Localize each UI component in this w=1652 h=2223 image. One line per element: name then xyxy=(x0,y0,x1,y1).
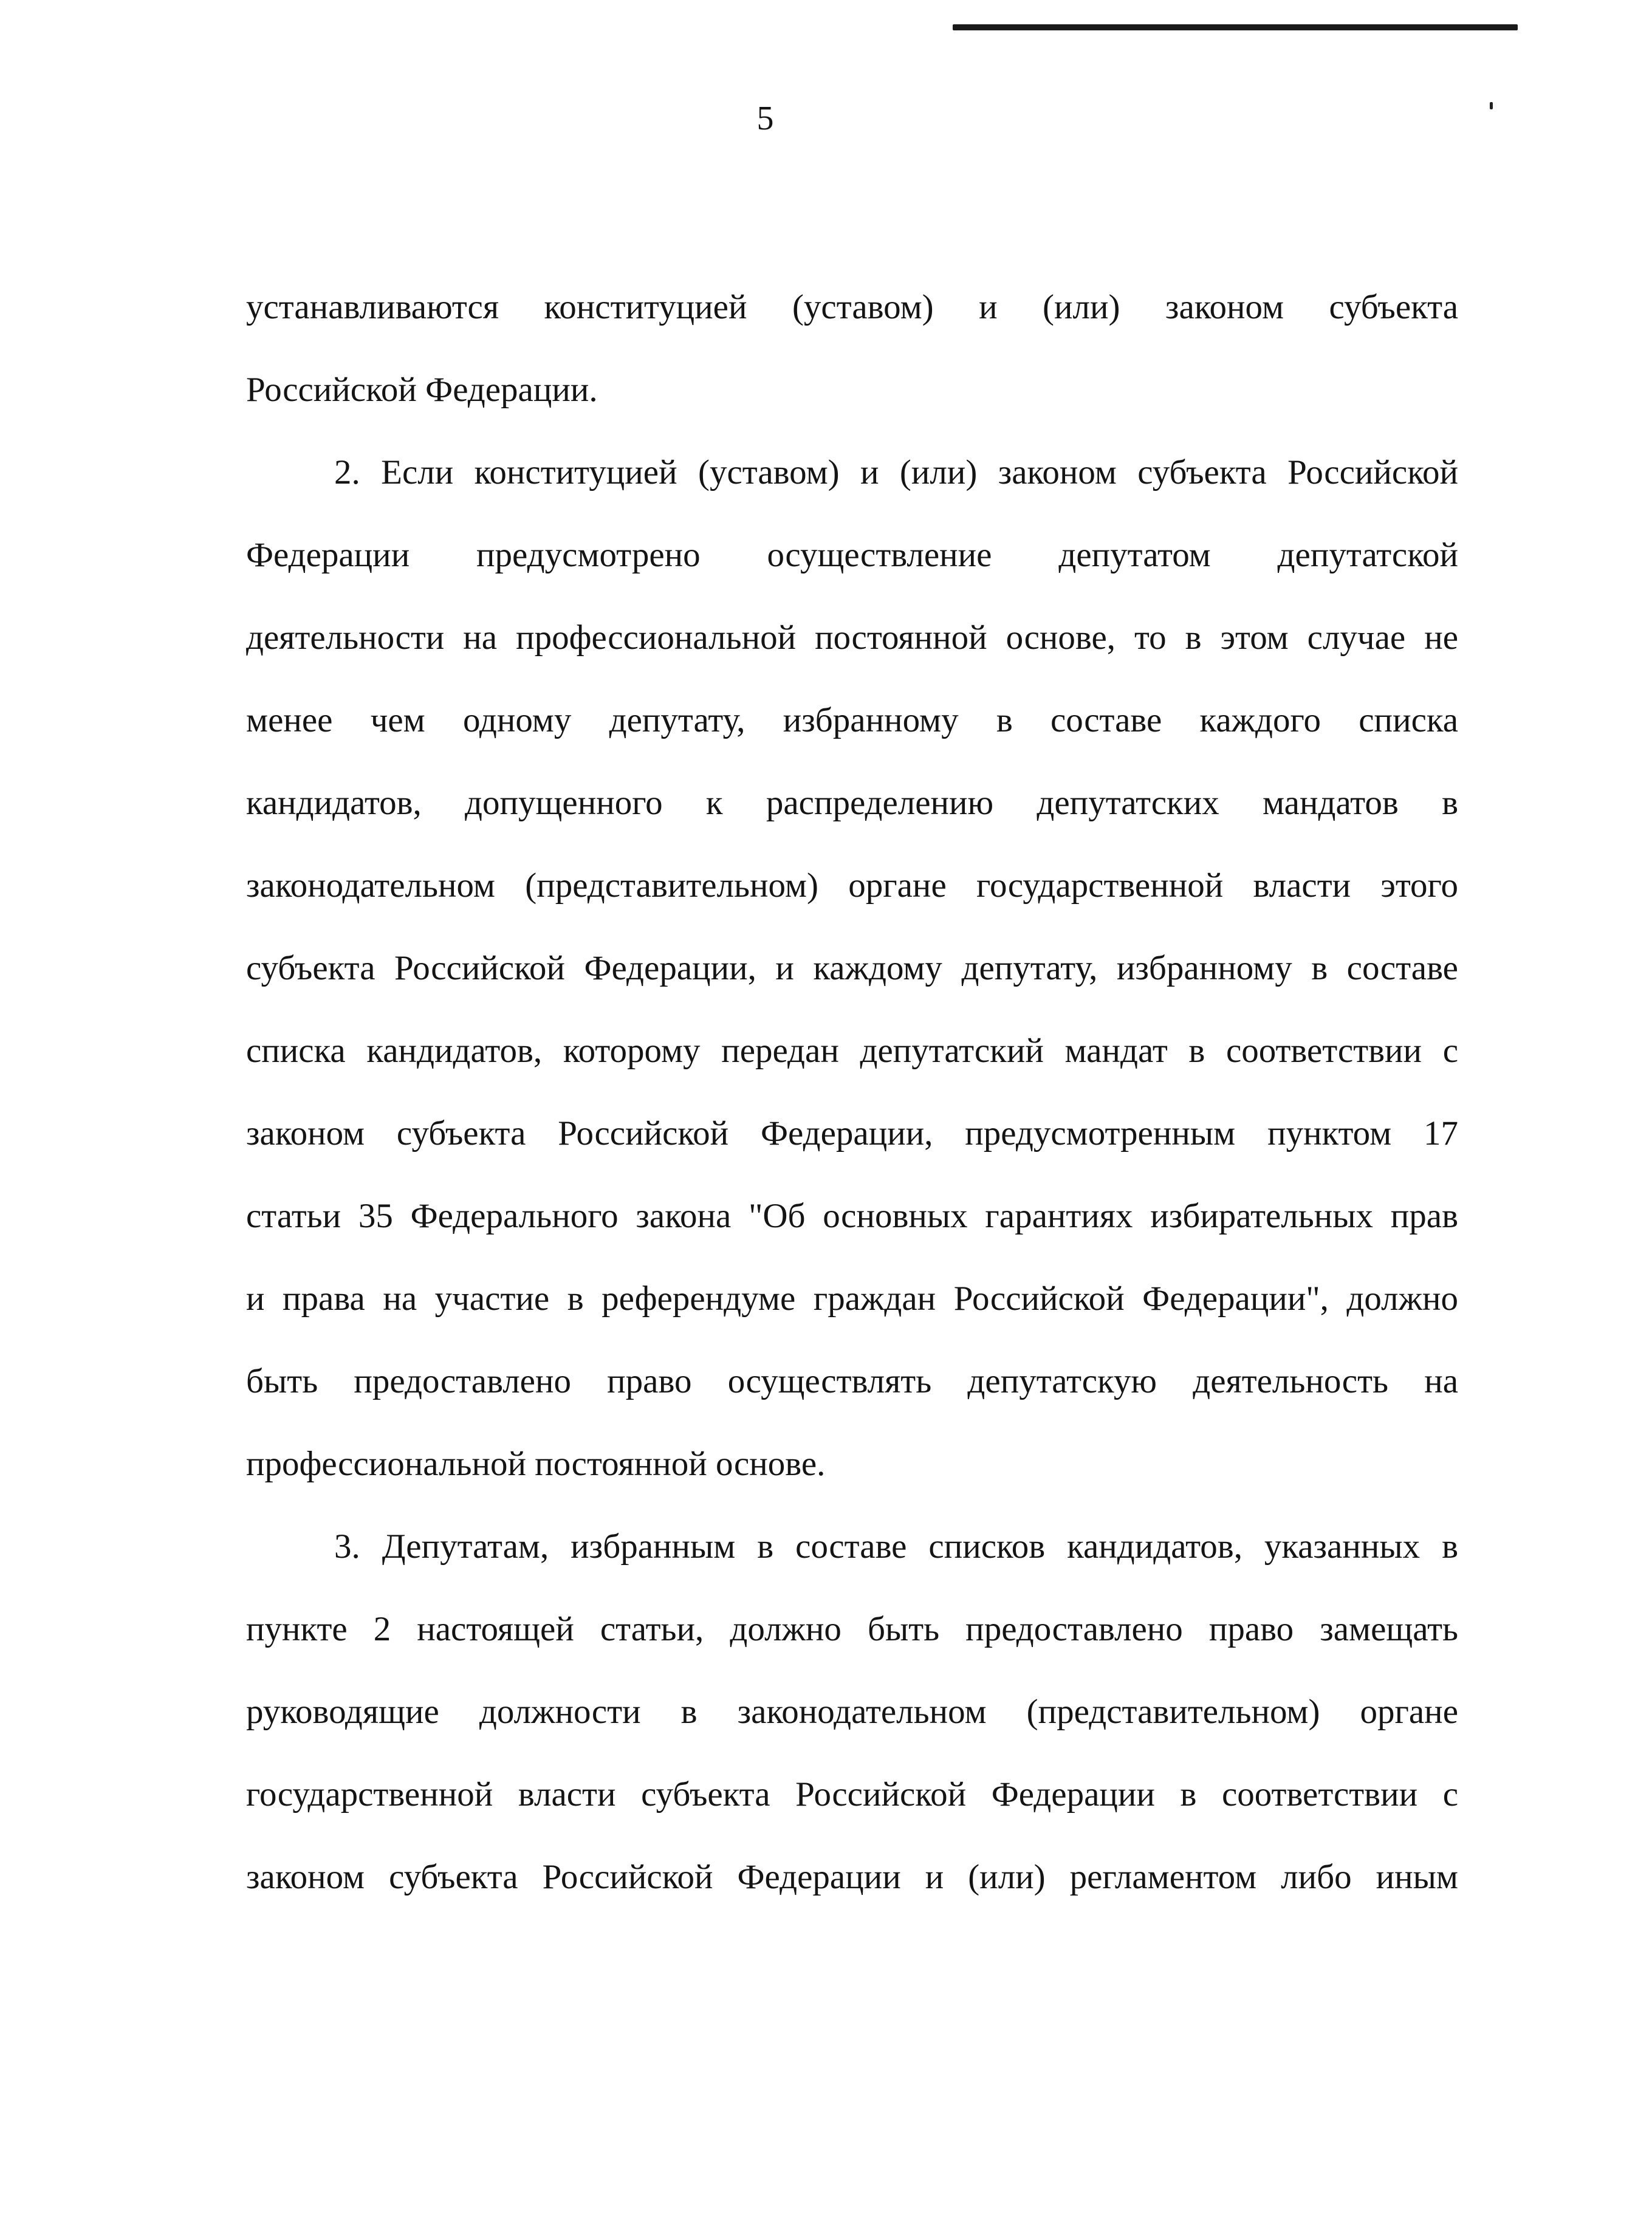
text-line: пункте 2 настоящей статьи, должно быть предоставлено право замещать xyxy=(246,1610,1458,1648)
document-body xyxy=(246,266,1458,1919)
text-line: устанавливаются конституцией (уставом) и (или) законом субъекта xyxy=(246,288,1458,326)
text-line: быть предоставлено право осуществлять депутатскую деятельность на xyxy=(246,1362,1458,1400)
scan-header-rule xyxy=(953,24,1518,30)
text-line: деятельности на профессиональной постоянной основе, то в этом случае не xyxy=(246,618,1458,657)
text-line: профессиональной постоянной основе. xyxy=(246,1445,826,1483)
text-line: государственной власти субъекта Российской Федерации в соответствии с xyxy=(246,1775,1458,1814)
text-line: списка кандидатов, которому передан депутатский мандат в соответствии с xyxy=(246,1032,1458,1070)
text-line: и права на участие в референдуме граждан Российской Федерации", должно xyxy=(246,1279,1458,1318)
page-number: 5 xyxy=(756,100,774,137)
text-line: Российской Федерации. xyxy=(246,371,598,409)
text-line: 3. Депутатам, избранным в составе списков кандидатов, указанных в xyxy=(334,1527,1458,1566)
text-line: субъекта Российской Федерации, и каждому депутату, избранному в составе xyxy=(246,949,1458,987)
text-line: 2. Если конституцией (уставом) и (или) законом субъекта Российской xyxy=(334,453,1458,492)
text-line: законом субъекта Российской Федерации, предусмотренным пунктом 17 xyxy=(246,1114,1458,1153)
text-line: законом субъекта Российской Федерации и (или) регламентом либо иным xyxy=(246,1858,1458,1896)
text-line: руководящие должности в законодательном (представительном) органе xyxy=(246,1693,1458,1731)
text-line: законодательном (представительном) органе государственной власти этого xyxy=(246,866,1458,905)
text-line: кандидатов, допущенного к распределению депутатских мандатов в xyxy=(246,784,1458,822)
text-line: статьи 35 Федерального закона "Об основных гарантиях избирательных прав xyxy=(246,1197,1458,1235)
text-line: Федерации предусмотрено осуществление депутатом депутатской xyxy=(246,536,1458,574)
text-line: менее чем одному депутату, избранному в составе каждого списка xyxy=(246,701,1458,739)
